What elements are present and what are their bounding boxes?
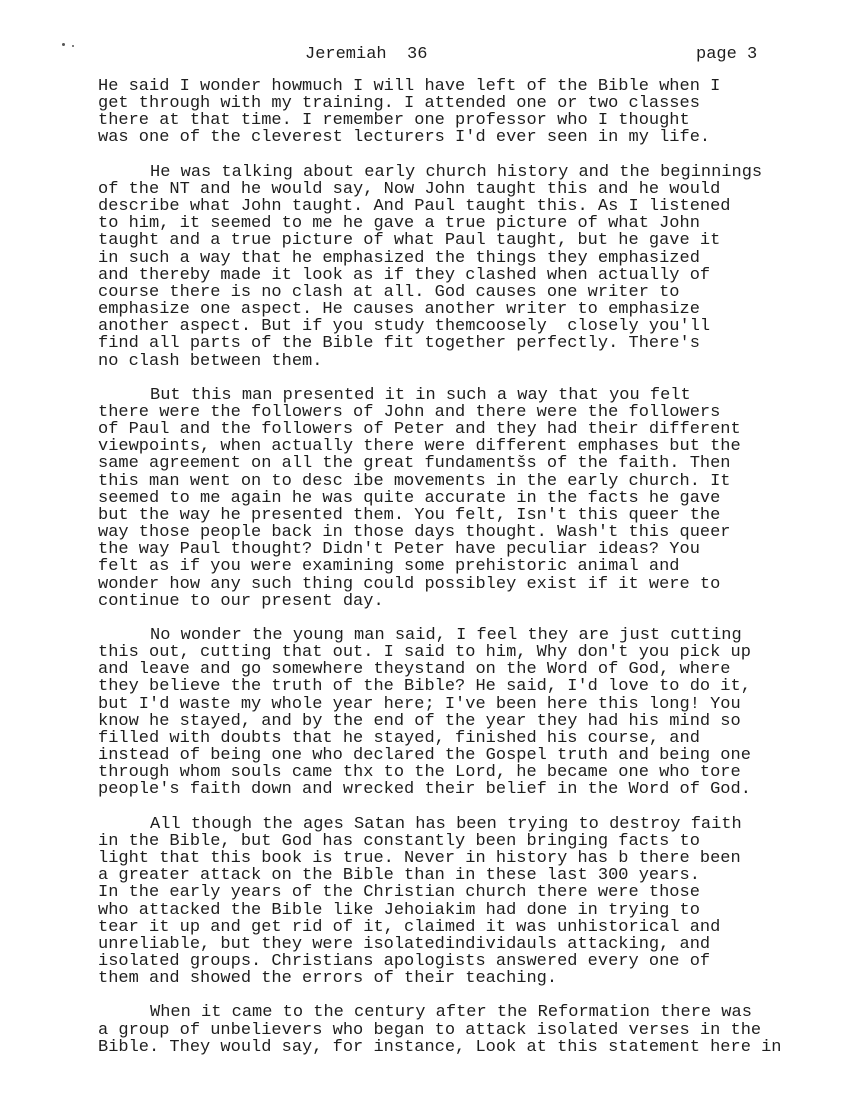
paragraph-gap xyxy=(98,799,782,816)
scan-speck xyxy=(72,45,74,47)
text-line: of the NT and he would say, Now John taught this and he would xyxy=(98,179,721,199)
text-line: same agreement on all the great fundamentšs of the faith. Then xyxy=(98,454,731,474)
text-line: felt as if you were examining some prehistoric animal and xyxy=(98,557,680,577)
text-line: and thereby made it look as if they clashed when actually of xyxy=(98,265,711,285)
text-line: people's faith down and wrecked their belief in the Word of God. xyxy=(98,780,751,800)
paragraph-gap xyxy=(98,370,782,387)
paragraph xyxy=(98,164,782,370)
text-line: course there is no clash at all. God causes one writer to xyxy=(98,282,680,302)
paragraph xyxy=(98,78,782,147)
paragraph xyxy=(98,627,782,799)
text-line: get through with my training. I attended one or two classes xyxy=(98,94,700,114)
text-line: who attacked the Bible like Jehoiakim had done in trying to xyxy=(98,900,700,920)
text-line: He said I wonder howmuch I will have left of the Bible when I xyxy=(98,77,721,96)
text-line: light that this book is true. Never in history has b there been xyxy=(98,849,741,869)
text-line: know he stayed, and by the end of the year they had his mind so xyxy=(98,711,741,731)
text-line: a group of unbelievers who began to attack isolated verses in the xyxy=(98,1020,762,1040)
paragraph-gap xyxy=(98,610,782,627)
text-line: All though the ages Satan has been trying to destroy faith xyxy=(150,814,742,834)
text-line: but I'd waste my whole year here; I've been here this long! You xyxy=(98,694,741,714)
text-line: emphasize one aspect. He causes another writer to emphasize xyxy=(98,300,700,320)
text-line: He was talking about early church history and the beginnings xyxy=(150,162,763,182)
text-line: a greater attack on the Bible than in these last 300 years. xyxy=(98,866,700,886)
page-number: page 3 xyxy=(696,45,758,64)
text-line: no clash between them. xyxy=(98,351,323,371)
text-line: taught and a true picture of what Paul taught, but he gave it xyxy=(98,231,721,251)
text-line: describe what John taught. And Paul taught this. As I listened xyxy=(98,197,731,217)
text-line: When it came to the century after the Reformation there was xyxy=(150,1003,752,1023)
text-line: seemed to me again he was quite accurate in the facts he gave xyxy=(98,488,721,508)
text-line: this out, cutting that out. I said to him, Why don't you pick up xyxy=(98,643,751,663)
paragraph xyxy=(98,816,782,988)
text-line: they believe the truth of the Bible? He said, I'd love to do it, xyxy=(98,677,751,697)
text-line: and leave and go somewhere theystand on the Word of God, where xyxy=(98,660,731,680)
document-title: Jeremiah 36 xyxy=(305,45,428,64)
text-line: continue to our present day. xyxy=(98,591,384,611)
text-line: there were the followers of John and there were the followers xyxy=(98,402,721,422)
text-line: find all parts of the Bible fit together perfectly. There's xyxy=(98,334,700,354)
text-line: instead of being one who declared the Gospel truth and being one xyxy=(98,746,751,766)
text-line: the way Paul thought? Didn't Peter have peculiar ideas? You xyxy=(98,540,700,560)
text-line: But this man presented it in such a way that you felt xyxy=(150,385,691,405)
text-line: through whom souls came thx to the Lord, he became one who tore xyxy=(98,763,741,783)
document-body xyxy=(98,78,782,1056)
text-line: In the early years of the Christian church there were those xyxy=(98,883,700,903)
text-line: Bible. They would say, for instance, Look at this statement here in xyxy=(98,1037,782,1057)
text-line: filled with doubts that he stayed, finished his course, and xyxy=(98,728,700,748)
text-line: there at that time. I remember one professor who I thought xyxy=(98,111,690,131)
paragraph-gap xyxy=(98,147,782,164)
paragraph-gap xyxy=(98,987,782,1004)
text-line: in such a way that he emphasized the things they emphasized xyxy=(98,248,700,268)
text-line: No wonder the young man said, I feel they are just cutting xyxy=(150,626,742,645)
text-line: them and showed the errors of their teaching. xyxy=(98,969,558,989)
text-line: viewpoints, when actually there were different emphases but the xyxy=(98,437,741,457)
text-line: way those people back in those days thought. Wash't this queer xyxy=(98,523,731,543)
paragraph xyxy=(98,1004,782,1055)
text-line: unreliable, but they were isolatedindividauls attacking, and xyxy=(98,934,711,954)
text-line: tear it up and get rid of it, claimed it was unhistorical and xyxy=(98,917,721,937)
text-line: this man went on to desc ibe movements in the early church. It xyxy=(98,471,731,491)
text-line: of Paul and the followers of Peter and they had their different xyxy=(98,420,741,440)
text-line: in the Bible, but God has constantly been bringing facts to xyxy=(98,831,700,851)
text-line: was one of the cleverest lecturers I'd ever seen in my life. xyxy=(98,128,711,148)
scan-speck xyxy=(62,43,65,46)
text-line: to him, it seemed to me he gave a true picture of what John xyxy=(98,214,700,234)
text-line: but the way he presented them. You felt, Isn't this queer the xyxy=(98,505,721,525)
text-line: wonder how any such thing could possibley exist if it were to xyxy=(98,574,721,594)
text-line: isolated groups. Christians apologists answered every one of xyxy=(98,951,711,971)
text-line: another aspect. But if you study themcoosely closely you'll xyxy=(98,317,711,337)
paragraph xyxy=(98,387,782,610)
